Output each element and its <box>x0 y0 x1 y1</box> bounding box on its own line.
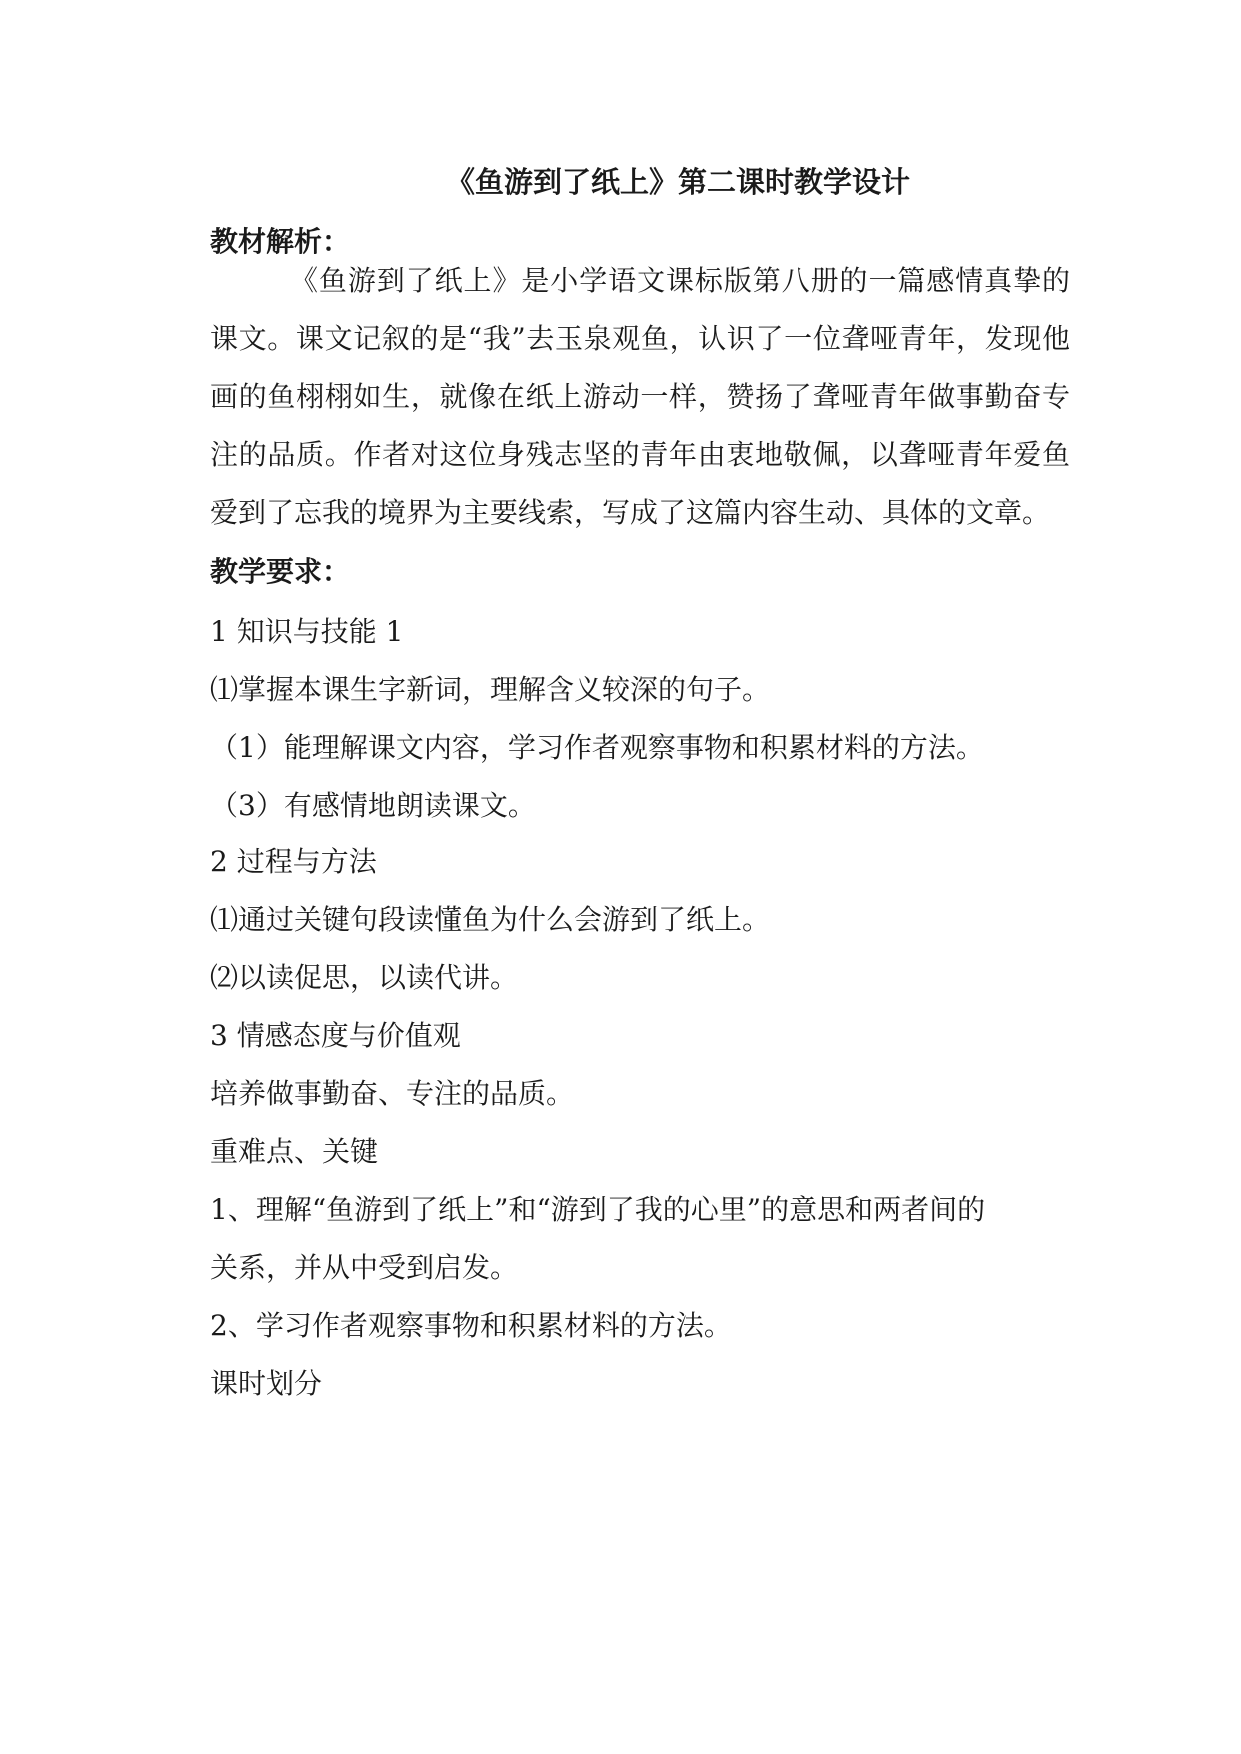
goal1-title: 1 知识与技能 1 <box>210 615 404 648</box>
goal1-item-2: （1）能理解课文内容，学习作者观察事物和积累材料的方法。 <box>210 731 984 764</box>
goal1-item-3: （3）有感情地朗读课文。 <box>210 789 536 822</box>
goal2-item-1: ⑴通过关键句段读懂鱼为什么会游到了纸上。 <box>210 903 771 936</box>
goal2-item-2: ⑵以读促思，以读代讲。 <box>210 961 519 994</box>
lesson-division: 课时划分 <box>210 1367 323 1400</box>
key-point-2: 2、学习作者观察事物和积累材料的方法。 <box>210 1309 732 1342</box>
material-paragraph: 《鱼游到了纸上》是小学语文课标版第八册的一篇感情真挚的课文。课文记叙的是“我”去玉泉观鱼，认识了一位聋哑青年，发现他画的鱼栩栩如生，就像在纸上游动一样，赞扬了聋哑青年做事勤奋专注的品质。作者对这位身残志坚的青年由衷地敬佩，以聋哑青年爱鱼爱到了忘我的境界为主要线索，写成了这篇内容生动、具体的文章。 <box>210 264 1070 529</box>
goal2-title: 2 过程与方法 <box>210 845 377 878</box>
document-title: 《鱼游到了纸上》第二课时教学设计 <box>445 165 910 199</box>
key-point-1-line-1: 1、理解“鱼游到了纸上”和“游到了我的心里”的意思和两者间的 <box>210 1193 986 1226</box>
goal3-title: 3 情感态度与价值观 <box>210 1019 461 1052</box>
key-point-1-line-2: 关系，并从中受到启发。 <box>210 1251 519 1284</box>
section-heading-requirements: 教学要求： <box>210 555 351 588</box>
goal3-item-1: 培养做事勤奋、专注的品质。 <box>210 1077 575 1110</box>
key-points-title: 重难点、关键 <box>210 1135 379 1168</box>
goal1-item-1: ⑴掌握本课生字新词，理解含义较深的句子。 <box>210 673 771 706</box>
section-heading-material: 教材解析： <box>210 225 351 258</box>
